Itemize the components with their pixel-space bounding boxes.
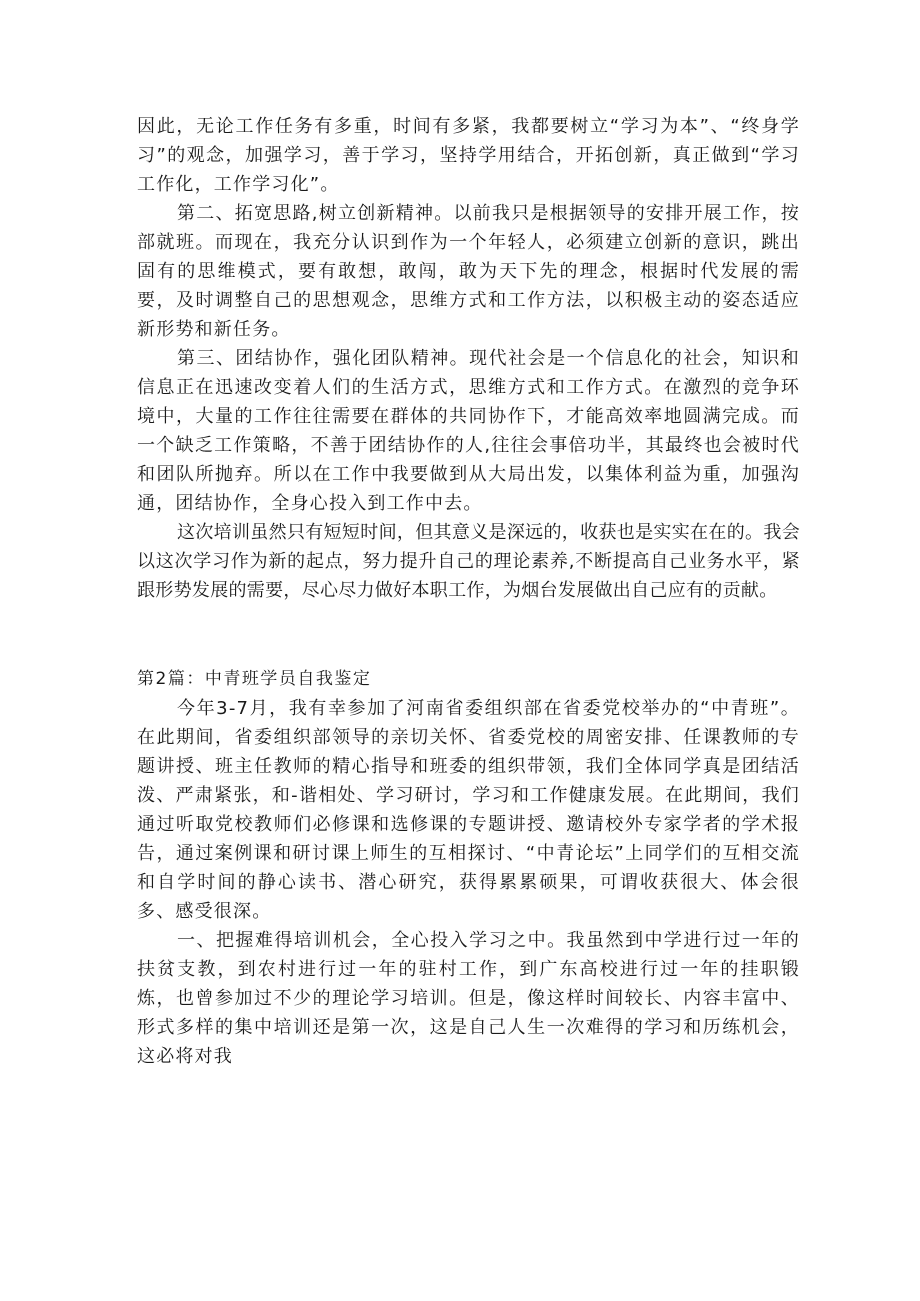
section-title: 第2篇：中青班学员自我鉴定 [137, 669, 372, 689]
paragraph-intro: 今年3-7月，我有幸参加了河南省委组织部在省委党校举办的“中青班”。在此期间，省委组织部领导的亲切关怀、省委党校的周密安排、任课教师的专题讲授、班主任教师的精心指导和班委的组织带领，我们全体同学真是团结活泼、严肃紧张，和-谐相处、学习研讨，学习和工作健康发展。在此期间，我们通过听取党校教师们必修课和选修课的专题讲授、邀请校外专家学者的学术报告，通过案例课和研讨课上师生的互相探讨、“中青论坛”上同学们的互相交流和自学时间的静心读书、潜心研究，获得累累硕果，可谓收获很大、体会很多、感受很深。 [137, 698, 800, 922]
paragraph-study-concept: 因此，无论工作任务有多重，时间有多紧，我都要树立“学习为本”、“终身学习”的观念，加强学习，善于学习，坚持学用结合，开拓创新，真正做到“学习工作化，工作学习化”。 [137, 116, 800, 195]
paragraph-teamwork: 第三、团结协作，强化团队精神。现代社会是一个信息化的社会，知识和信息正在迅速改变着人们的生活方式，思维方式和工作方式。在激烈的竞争环境中，大量的工作往往需要在群体的共同协作下，才能高效率地圆满完成。而一个缺乏工作策略，不善于团结协作的人,往往会事倍功半，其最终也会被时代和团队所抛弃。所以在工作中我要做到从大局出发，以集体利益为重，加强沟通，团结协作，全身心投入到工作中去。 [137, 348, 800, 514]
paragraph-innovation: 第二、拓宽思路,树立创新精神。以前我只是根据领导的安排开展工作，按部就班。而现在，我充分认识到作为一个年轻人，必须建立创新的意识，跳出固有的思维模式，要有敢想，敢闯，敢为天下先的理念，根据时代发展的需要，及时调整自己的思想观念，思维方式和工作方法，以积极主动的姿态适应新形势和新任务。 [137, 203, 800, 340]
document-page [137, 112, 800, 1071]
paragraph-conclusion: 这次培训虽然只有短短时间，但其意义是深远的，收获也是实实在在的。我会以这次学习作为新的起点，努力提升自己的理论素养,不断提高自己业务水平，紧跟形势发展的需要，尽心尽力做好本职工作，为烟台发展做出自己应有的贡献。 [137, 522, 800, 601]
paragraph-opportunity: 一、把握难得培训机会，全心投入学习之中。我虽然到中学进行过一年的扶贫支教，到农村进行过一年的驻村工作，到广东高校进行过一年的挂职锻炼，也曾参加过不少的理论学习培训。但是，像这样时间较长、内容丰富中、形式多样的集中培训还是第一次，这是自己人生一次难得的学习和历练机会，这必将对我 [137, 930, 800, 1067]
